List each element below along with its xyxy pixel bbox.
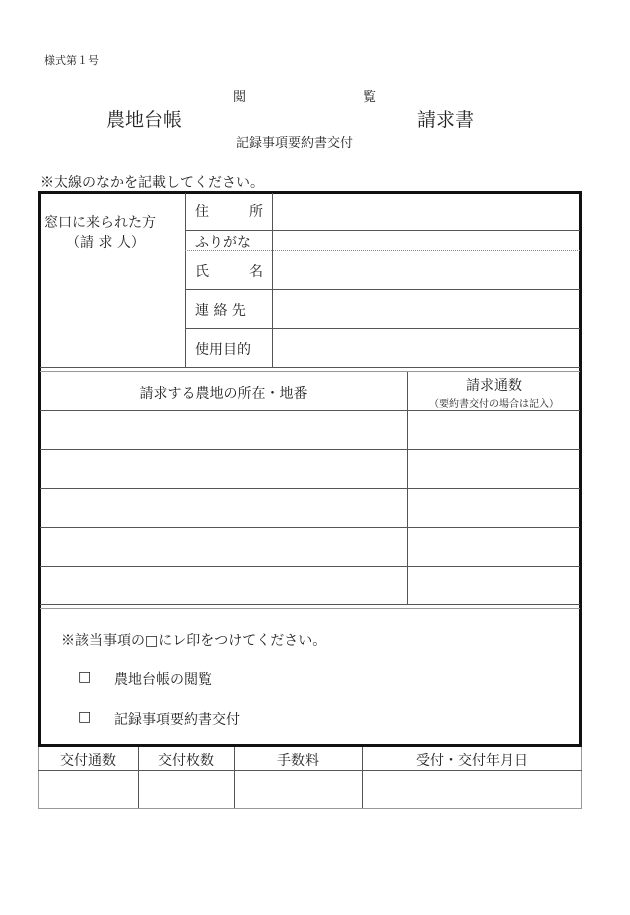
divider <box>40 367 580 368</box>
divider <box>40 604 580 605</box>
label-furigana: ふりがな <box>195 235 251 251</box>
farmland-location-input-4[interactable] <box>41 528 406 565</box>
divider <box>40 608 580 609</box>
title-left: 農地台帳 <box>106 109 183 131</box>
applicant-sublabel: （請 求 人） <box>66 235 145 251</box>
divider <box>185 193 186 368</box>
title-option-summary: 記録事項要約書交付 <box>236 136 354 151</box>
header-issued-sheets: 交付枚数 <box>158 753 214 769</box>
check-instruction: ※該当事項の□にレ印をつけてください。 <box>61 633 327 649</box>
farmland-count-input-3[interactable] <box>409 489 579 526</box>
applicant-label: 窓口に来られた方 <box>44 215 156 231</box>
form-number: 様式第１号 <box>44 54 99 67</box>
label-contact: 連 絡 先 <box>195 303 246 319</box>
contact-input[interactable] <box>274 290 579 327</box>
label-address: 住 所 <box>195 204 263 220</box>
office-use-table <box>38 747 582 808</box>
furigana-input[interactable] <box>274 231 579 249</box>
farmland-location-input-1[interactable] <box>41 411 406 448</box>
request-count-note: （要約書交付の場合は記入） <box>429 399 559 410</box>
checkbox-summary-label: 記録事項要約書交付 <box>114 712 240 728</box>
label-name: 氏 名 <box>195 264 263 280</box>
purpose-input[interactable] <box>274 329 579 366</box>
instruction: ※太線のなかを記載してください。 <box>40 175 264 191</box>
farmland-location-header: 請求する農地の所在・地番 <box>139 386 308 402</box>
issued-sheets-input[interactable] <box>139 771 233 807</box>
request-count-header: 請求通数 <box>466 378 522 394</box>
title-option-browse: 閲 覧 <box>233 90 377 105</box>
title-right: 請求書 <box>417 109 475 131</box>
label-purpose: 使用目的 <box>195 342 251 358</box>
date-input[interactable] <box>363 771 580 807</box>
farmland-count-input-2[interactable] <box>409 450 579 487</box>
farmland-count-input-4[interactable] <box>409 528 579 565</box>
header-fee: 手数料 <box>277 753 319 769</box>
checkbox-browse[interactable]: □ <box>78 669 92 685</box>
farmland-count-input-5[interactable] <box>409 567 579 603</box>
address-input[interactable] <box>274 192 579 229</box>
issued-copies-input[interactable] <box>39 771 137 807</box>
name-input[interactable] <box>274 251 579 288</box>
checkbox-summary[interactable]: □ <box>78 709 92 725</box>
farmland-location-input-5[interactable] <box>41 567 406 603</box>
header-date: 受付・交付年月日 <box>416 753 528 769</box>
fee-input[interactable] <box>235 771 361 807</box>
divider <box>40 371 580 372</box>
farmland-location-input-3[interactable] <box>41 489 406 526</box>
farmland-count-input-1[interactable] <box>409 411 579 448</box>
header-issued-copies: 交付通数 <box>60 753 116 769</box>
farmland-location-input-2[interactable] <box>41 450 406 487</box>
checkbox-browse-label: 農地台帳の閲覧 <box>114 672 212 688</box>
divider <box>38 808 582 809</box>
divider <box>272 193 273 368</box>
